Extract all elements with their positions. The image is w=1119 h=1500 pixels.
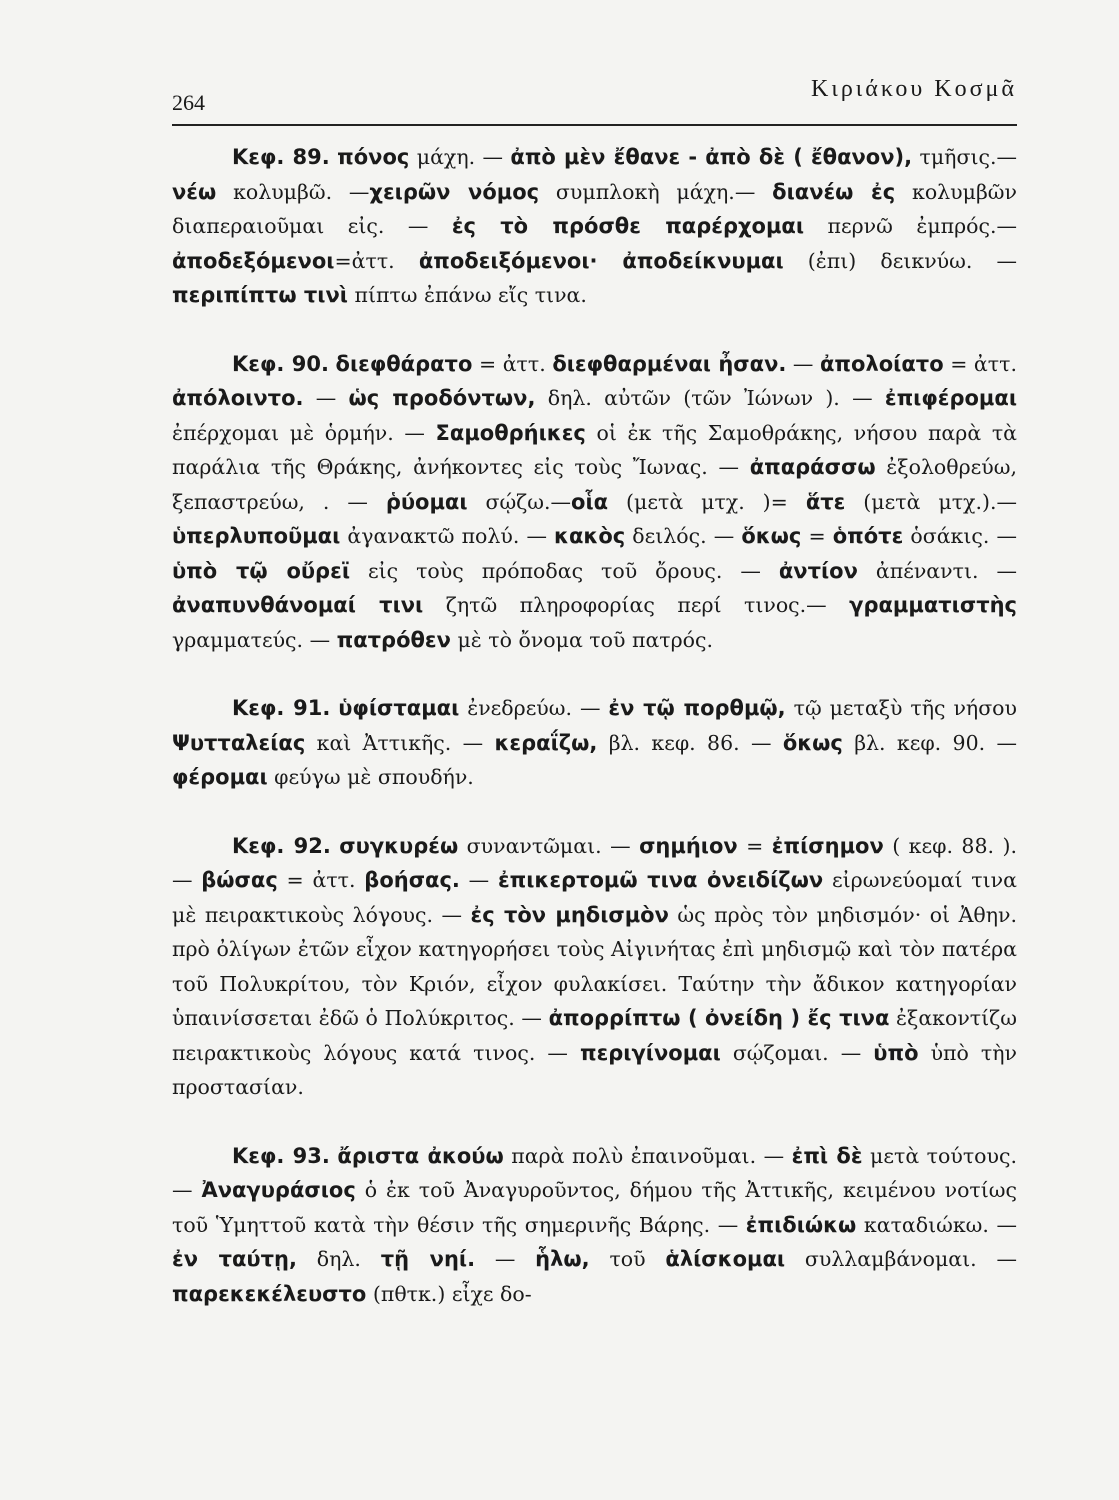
headword: κακὸς: [554, 524, 626, 548]
headword: πόνος: [337, 145, 410, 169]
gloss: —: [303, 386, 349, 410]
headword: περιγίνομαι: [579, 1040, 721, 1065]
gloss: ζητῶ πληροφορίας περί τινος.—: [423, 593, 850, 617]
headword: ἐν ταύτῃ,: [172, 1247, 297, 1271]
gloss: σῴζω.—: [467, 489, 572, 514]
chapter-91-note: [172, 691, 1017, 795]
gloss: συναντῶμαι. —: [458, 833, 640, 858]
chapter-90-note: [172, 347, 1017, 658]
headword: γραμματιστὴς: [849, 593, 1017, 617]
headword: ἀντίον: [778, 558, 858, 583]
running-title: Κιριάκου Κοσμᾶ: [811, 76, 1017, 102]
headword: βοήσας.: [364, 868, 460, 892]
gloss: =: [737, 833, 772, 858]
gloss: ἐξολοθρεύω, ξεπαστρεύω, . —: [172, 455, 1017, 514]
gloss: κολυμβῶν διαπεραιοῦμαι εἰς. —: [172, 179, 1017, 238]
headword: νέω: [172, 179, 217, 204]
gloss: ὁ ἐκ τοῦ Ἀναγυροῦντος, δήμου τῆς Ἀττικῆς, κειμένου νοτίως τοῦ Ὑμηττοῦ κατὰ τὴν θέσιν τῆς σημερινῆς Βάρης. —: [172, 1178, 1017, 1237]
headword: ἐπὶ δὲ: [791, 1143, 863, 1168]
gloss: δηλ. αὐτῶν (τῶν Ἰώνων ). —: [535, 386, 885, 410]
gloss: δηλ.: [296, 1247, 381, 1271]
note-text: [172, 834, 1017, 1100]
gloss: συλλαμβάνομαι. —: [785, 1247, 1017, 1271]
gloss: εἰρωνεύομαί τινα μὲ πειρακτικοὺς λόγους. —: [172, 868, 1017, 927]
chapter-label: Κεφ. 93.: [232, 1143, 330, 1168]
gloss: μὲ τὸ ὄνομα τοῦ πατρός.: [450, 627, 714, 652]
headword: σημήιον: [639, 833, 738, 858]
headword: ἄριστα ἀκούω: [337, 1143, 504, 1168]
gloss: (μετὰ μτχ. )=: [608, 489, 806, 514]
headword: ἁλίσκομαι: [665, 1247, 786, 1271]
headword: ἐπικερτομῶ τινα ὀνειδίζων: [497, 868, 824, 892]
gloss: βλ. κεφ. 86. —: [597, 730, 783, 755]
chapter-label: Κεφ. 89.: [232, 145, 330, 169]
gloss: συμπλοκὴ μάχη.—: [539, 179, 773, 204]
chapter-label: Κεφ. 91.: [232, 696, 331, 720]
headword: Ἀναγυράσιος: [201, 1178, 356, 1202]
gloss: τμῆσις.—: [912, 145, 1017, 169]
note-text: [172, 145, 1017, 307]
gloss: εἰς τοὺς πρόποδας τοῦ ὄρους. —: [349, 558, 779, 583]
headword: ἧλω,: [535, 1247, 590, 1271]
gloss: —: [475, 1247, 536, 1271]
gloss: σῴζομαι. —: [720, 1040, 874, 1065]
headword: ἀποδειξόμενοι· ἀποδείκνυμαι: [418, 248, 784, 273]
chapter-label: Κεφ. 92.: [232, 833, 331, 858]
gloss: —: [786, 351, 820, 376]
gloss: =ἀττ.: [334, 248, 419, 273]
gloss: τῷ μεταξὺ τῆς νήσου: [785, 696, 1017, 720]
page-header: [172, 68, 1017, 126]
chapter-93-note: [172, 1139, 1017, 1312]
headword: περιπίπτω τινὶ: [172, 283, 348, 307]
headword: ἀπολοίατο: [820, 351, 944, 376]
gloss: τοῦ: [589, 1247, 666, 1271]
headword: ἀπόλοιντο.: [172, 386, 304, 410]
headword: ἅτε: [805, 489, 846, 514]
gloss: = ἀττ.: [277, 868, 365, 892]
headword: ἀπαράσσω: [749, 455, 876, 479]
headword: ἐπίσημον: [771, 833, 884, 858]
headword: διεφθάρατο: [335, 351, 473, 376]
headword: ἀπορρίπτω ( ὀνείδη ) ἔς τινα: [548, 1006, 890, 1030]
gloss: μετὰ τούτους. —: [172, 1143, 1017, 1202]
gloss: οἱ ἐκ τῆς Σαμοθράκης, νήσου παρὰ τὰ παράλια τῆς Θράκης, ἀνήκοντες εἰς τοὺς Ἴωνας. —: [172, 420, 1018, 479]
headword: βώσας: [201, 868, 278, 892]
gloss: καὶ Ἀττικῆς. —: [305, 730, 495, 755]
gloss: = ἀττ.: [943, 351, 1017, 376]
gloss: δειλός. —: [625, 524, 742, 548]
headword: παρεκεκέλευστο: [172, 1281, 367, 1306]
chapter-92-note: [172, 829, 1017, 1105]
chapter-89-note: [172, 140, 1017, 313]
gloss: ἀπέναντι. —: [857, 558, 1018, 583]
gloss: —: [459, 868, 498, 892]
headword: συγκυρέω: [339, 833, 459, 858]
gloss: (μετὰ μτχ.).—: [845, 489, 1017, 514]
headword: ἐπιδιώκω: [745, 1212, 857, 1237]
gloss: ὑπὸ τὴν προστασίαν.: [172, 1040, 1017, 1099]
headword: ὁπότε: [832, 524, 904, 548]
headword: ὅκως: [782, 730, 843, 755]
headword: Ψυτταλείας: [172, 730, 306, 755]
headword: ὡς προδόντων,: [348, 386, 536, 410]
headword: ἀναπυνθάνομαί τινι: [172, 593, 424, 617]
headword: τῇ νηί.: [380, 1247, 476, 1271]
headword: κεραΐζω,: [494, 730, 598, 755]
gloss: (ἐπι) δεικνύω. —: [783, 248, 1017, 273]
gloss: ἐξακοντίζω πειρακτικοὺς λόγους κατά τινος. —: [172, 1006, 1017, 1065]
gloss: ὡς πρὸς τὸν μηδισμόν· οἱ Ἀθην. πρὸ ὀλίγων ἐτῶν εἶχον κατηγορήσει τοὺς Αἰγινήτας ἐπὶ μηδισμῷ καὶ τὸν πατέρα τοῦ Πολυκρίτου, τὸν Κριόν, εἶχον φυλακίσει. Ταύτην τὴν ἄδικον κατηγορίαν ὑπαινίσσεται ἐδῶ ὁ Πολύκριτος. —: [172, 902, 1017, 1030]
headword: ἐς τὸν μηδισμὸν: [470, 902, 669, 927]
headword: ὅκως: [741, 524, 802, 548]
headword: ἐπιφέρομαι: [884, 386, 1017, 410]
page-number: 264: [172, 90, 205, 115]
gloss: κολυμβῶ. —: [216, 179, 370, 204]
headword: διεφθαρμέναι ἦσαν.: [552, 351, 787, 376]
headword: πατρόθεν: [336, 627, 451, 652]
headword: ἀποδεξόμενοι: [172, 248, 335, 273]
headword: ὑπερλυποῦμαι: [172, 524, 341, 548]
headword: διανέω ἐς: [772, 179, 896, 204]
gloss: ὁσάκις. —: [903, 524, 1017, 548]
headword: ἐν τῷ πορθμῷ,: [608, 696, 786, 720]
headword: χειρῶν νόμος: [369, 179, 540, 204]
gloss: ἐνεδρεύω. —: [459, 696, 609, 720]
headword: ὑπὸ τῷ οὔρεϊ: [172, 558, 350, 583]
gloss: =: [801, 524, 833, 548]
headword: Σαμοθρήικες: [435, 420, 586, 445]
headword: οἷα: [571, 489, 609, 514]
commentary-body: [172, 140, 1017, 1311]
headword: φέρομαι: [172, 765, 268, 789]
gloss: βλ. κεφ. 90. —: [842, 730, 1017, 755]
gloss: = ἀττ.: [472, 351, 553, 376]
note-text: [172, 352, 1017, 652]
gloss: ἐπέρχομαι μὲ ὁρμήν. —: [172, 420, 436, 445]
gloss: πίπτω ἐπάνω εἴς τινα.: [347, 283, 587, 307]
gloss: περνῶ ἐμπρός.—: [804, 214, 1018, 238]
headword: ἀπὸ μὲν ἔθανε - ἀπὸ δὲ ( ἔθανον),: [510, 145, 913, 169]
gloss: φεύγω μὲ σπουδήν.: [267, 765, 474, 789]
headword: ῥύομαι: [385, 489, 468, 514]
gloss: μάχη. —: [409, 145, 511, 169]
gloss: καταδιώκω. —: [856, 1212, 1017, 1237]
headword: ὑφίσταμαι: [338, 696, 460, 720]
gloss: ( κεφ. 88. ). —: [172, 833, 1017, 892]
headword: ὑπὸ: [873, 1040, 919, 1065]
gloss: ἀγανακτῶ πολύ. —: [340, 524, 555, 548]
headword: ἐς τὸ πρόσθε παρέρχομαι: [451, 214, 805, 238]
chapter-label: Κεφ. 90.: [232, 351, 329, 376]
gloss: γραμματεύς. —: [172, 627, 337, 652]
gloss: παρὰ πολὺ ἐπαινοῦμαι. —: [503, 1143, 792, 1168]
gloss: (πθτκ.) εἶχε δο-: [366, 1281, 532, 1306]
